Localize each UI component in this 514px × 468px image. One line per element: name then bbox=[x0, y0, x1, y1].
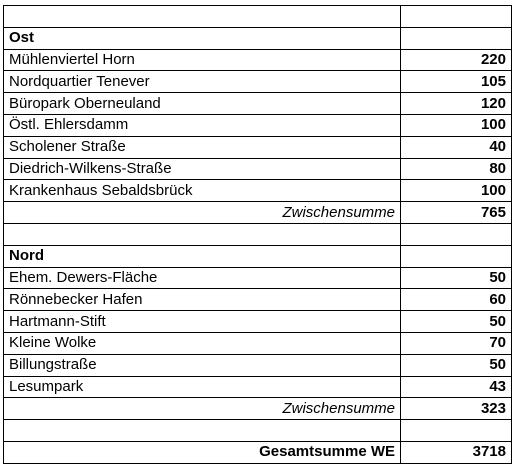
table-row bbox=[4, 49, 512, 71]
blank-row bbox=[4, 223, 512, 245]
row-value: 70 bbox=[401, 332, 512, 354]
grand-total-label: Gesamtsumme WE bbox=[4, 441, 401, 463]
row-name: Hartmann-Stift bbox=[4, 311, 401, 333]
row-value: 50 bbox=[401, 354, 512, 376]
row-value: 100 bbox=[401, 180, 512, 202]
row-name: Krankenhaus Sebaldsbrück bbox=[4, 180, 401, 202]
blank-row bbox=[4, 6, 512, 28]
subtotal-value: 765 bbox=[401, 202, 512, 224]
table-row bbox=[4, 376, 512, 398]
table-row bbox=[4, 158, 512, 180]
row-name: Mühlenviertel Horn bbox=[4, 49, 401, 71]
row-name: Ehem. Dewers-Fläche bbox=[4, 267, 401, 289]
row-value: 220 bbox=[401, 49, 512, 71]
table-row bbox=[4, 289, 512, 311]
row-name: Nordquartier Tenever bbox=[4, 71, 401, 93]
row-value: 80 bbox=[401, 158, 512, 180]
subtotal-label: Zwischensumme bbox=[4, 202, 401, 224]
subtotal-row bbox=[4, 202, 512, 224]
grand-total-value: 3718 bbox=[401, 441, 512, 463]
subtotal-value: 323 bbox=[401, 398, 512, 420]
row-value: 120 bbox=[401, 93, 512, 115]
row-value: 40 bbox=[401, 136, 512, 158]
table-row bbox=[4, 267, 512, 289]
row-value: 60 bbox=[401, 289, 512, 311]
row-name: Kleine Wolke bbox=[4, 332, 401, 354]
subtotal-label: Zwischensumme bbox=[4, 398, 401, 420]
table-row bbox=[4, 180, 512, 202]
row-name: Büropark Oberneuland bbox=[4, 93, 401, 115]
section-header-row bbox=[4, 245, 512, 267]
subtotal-row bbox=[4, 398, 512, 420]
row-name: Rönnebecker Hafen bbox=[4, 289, 401, 311]
table-row bbox=[4, 136, 512, 158]
row-name: Lesumpark bbox=[4, 376, 401, 398]
table-row bbox=[4, 354, 512, 376]
section-header-row bbox=[4, 27, 512, 49]
row-value: 100 bbox=[401, 114, 512, 136]
row-name: Östl. Ehlersdamm bbox=[4, 114, 401, 136]
table-row bbox=[4, 93, 512, 115]
table-row bbox=[4, 71, 512, 93]
row-name: Scholener Straße bbox=[4, 136, 401, 158]
section-header: Nord bbox=[4, 245, 401, 267]
row-value: 50 bbox=[401, 311, 512, 333]
row-value: 105 bbox=[401, 71, 512, 93]
row-value: 43 bbox=[401, 376, 512, 398]
blank-row bbox=[4, 420, 512, 442]
summary-table bbox=[3, 5, 512, 464]
row-name: Billungstraße bbox=[4, 354, 401, 376]
table-row bbox=[4, 311, 512, 333]
row-value: 50 bbox=[401, 267, 512, 289]
row-name: Diedrich-Wilkens-Straße bbox=[4, 158, 401, 180]
table-row bbox=[4, 332, 512, 354]
section-header: Ost bbox=[4, 27, 401, 49]
grand-total-row bbox=[4, 441, 512, 463]
table-row bbox=[4, 114, 512, 136]
